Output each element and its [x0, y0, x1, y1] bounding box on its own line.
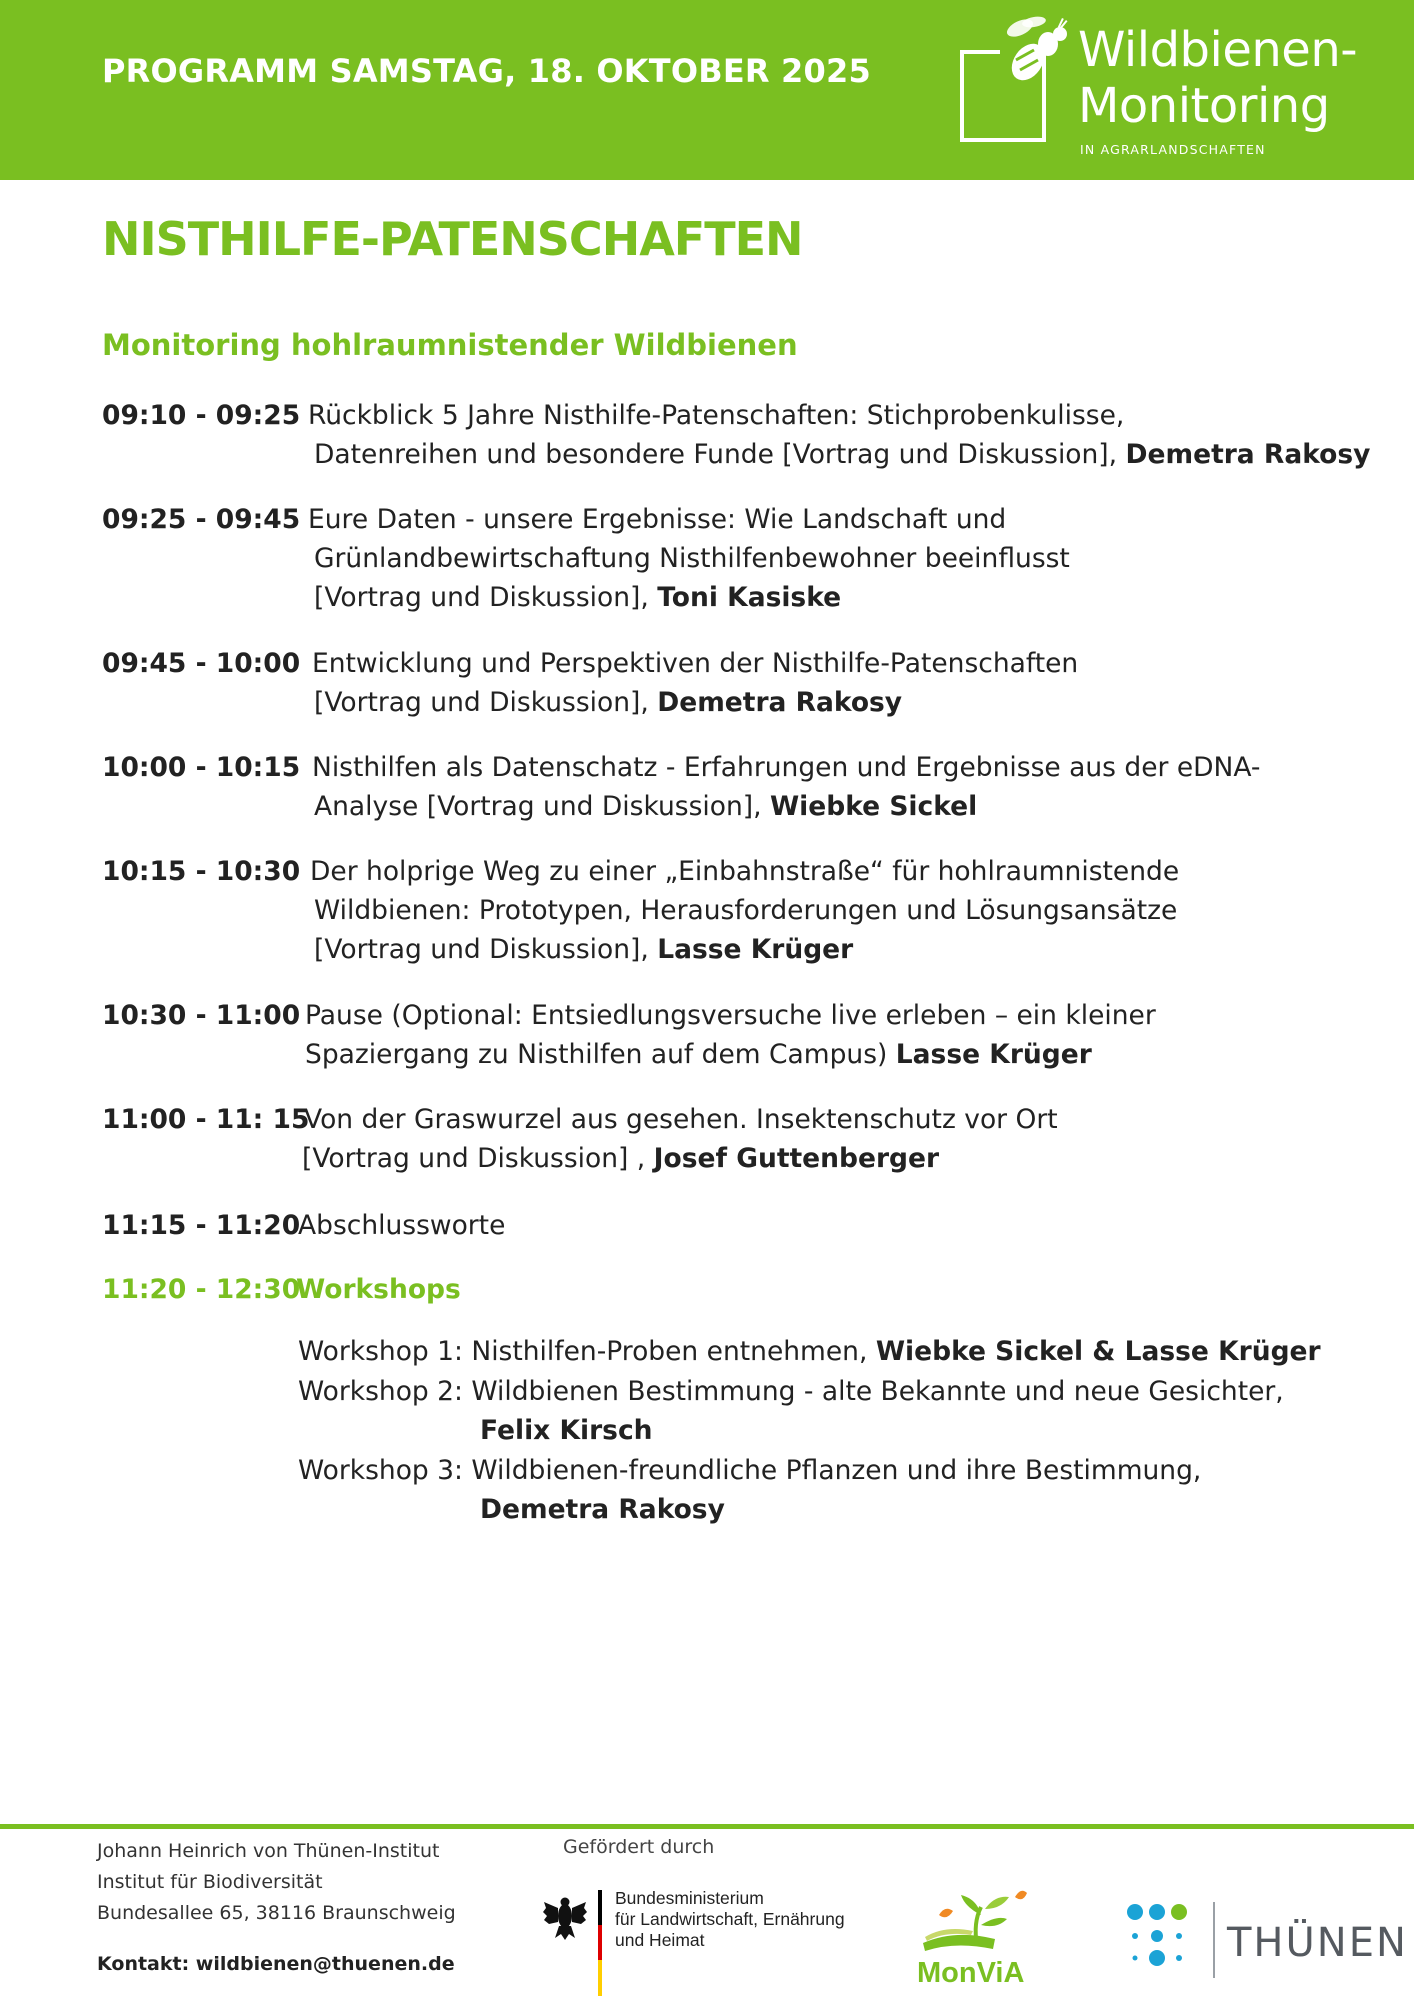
logo-text-line2: Monitoring: [1078, 78, 1330, 134]
federal-eagle-icon: [543, 1894, 587, 1944]
section-subtitle: Monitoring hohlraumnistender Wildbienen: [102, 328, 798, 362]
entry-line: Entwicklung und Perspektiven der Nisthilfe-Patenschaften: [312, 648, 1079, 679]
entry-speaker: Josef Guttenberger: [653, 1143, 940, 1174]
entry-line: [Vortrag und Diskussion],: [314, 582, 649, 613]
entry-speaker: Lasse Krüger: [657, 934, 854, 965]
entry-line: Datenreihen und besondere Funde [Vortrag und Diskussion],: [314, 439, 1118, 470]
program-date-title: PROGRAMM SAMSTAG, 18. OKTOBER 2025: [102, 52, 871, 90]
monvia-logo: [915, 1885, 1050, 1995]
address-line: Bundesallee 65, 38116 Braunschweig: [97, 1902, 456, 1924]
workshop-label: Workshop 3: Wildbienen-freundliche Pflanzen und ihre Bestimmung,: [298, 1454, 1202, 1486]
entry-text: [308, 396, 1388, 474]
entry-time: 10:00 - 10:15: [102, 752, 301, 783]
entry-text: [312, 644, 1392, 722]
ministry-line: und Heimat: [615, 1930, 705, 1950]
entry-line: [Vortrag und Diskussion],: [314, 687, 649, 718]
entry-text: [298, 1206, 1378, 1245]
ministry-logo: [543, 1888, 863, 1998]
wildbienen-monitoring-logo: [960, 14, 1360, 164]
ministry-line: Bundesministerium: [615, 1888, 764, 1908]
workshop-label: Workshop 1: Nisthilfen-Proben entnehmen,: [298, 1336, 868, 1367]
entry-line: [Vortrag und Diskussion] ,: [302, 1143, 646, 1174]
entry-text: [312, 748, 1392, 826]
logo-separator: [1213, 1902, 1215, 1978]
entry-time: 09:10 - 09:25: [102, 400, 301, 431]
ministry-line: für Landwirtschaft, Ernährung: [615, 1909, 845, 1929]
entry-speaker: Demetra Rakosy: [657, 687, 903, 718]
workshop-item: [298, 1372, 1388, 1412]
entry-line: Von der Graswurzel aus gesehen. Insektenschutz vor Ort: [304, 1104, 1058, 1135]
workshop-speaker: Demetra Rakosy: [480, 1494, 725, 1525]
entry-line: [Vortrag und Diskussion],: [314, 934, 649, 965]
workshop-list: [298, 1332, 1388, 1530]
address-line: Johann Heinrich von Thünen-Institut: [97, 1840, 440, 1862]
workshop-item: [298, 1332, 1388, 1372]
entry-line: Wildbienen: Prototypen, Herausforderungen und Lösungsansätze: [314, 895, 1178, 926]
workshop-speaker: Wiebke Sickel & Lasse Krüger: [875, 1336, 1321, 1367]
workshop-label: Workshop 2: Wildbienen Bestimmung - alte Bekannte und neue Gesichter,: [298, 1375, 1284, 1407]
thuenen-logo: [1125, 1900, 1408, 1980]
thuenen-dots-icon: [1125, 1900, 1205, 1980]
page-title: NISTHILFE-PATENSCHAFTEN: [102, 212, 803, 266]
workshop-item: [298, 1451, 1388, 1491]
logo-subtitle: IN AGRARLANDSCHAFTEN: [1080, 142, 1266, 157]
bee-icon: [998, 14, 1078, 94]
entry-time: 11:00 - 11: 15: [102, 1104, 310, 1135]
entry-time: 09:25 - 09:45: [102, 504, 301, 535]
flag-bar: [598, 1890, 602, 1996]
entry-line: Rückblick 5 Jahre Nisthilfe-Patenschaften: Stichprobenkulisse,: [308, 400, 1125, 431]
entry-line: Analyse [Vortrag und Diskussion],: [314, 791, 762, 822]
entry-time: 11:15 - 11:20: [102, 1210, 301, 1241]
plant-sprout-icon: [915, 1885, 1050, 1960]
ministry-name: [615, 1888, 845, 1951]
entry-text: [310, 852, 1390, 969]
workshop-speaker: Felix Kirsch: [480, 1415, 653, 1446]
footer-divider: [0, 1824, 1414, 1829]
address-line: Institut für Biodiversität: [97, 1871, 323, 1893]
entry-line: Abschlussworte: [298, 1210, 506, 1241]
entry-time: 10:30 - 11:00: [102, 1000, 301, 1031]
entry-line: Workshops: [296, 1274, 461, 1305]
entry-speaker: Toni Kasiske: [657, 582, 842, 613]
header-banner: [0, 0, 1414, 180]
thuenen-text: THÜNEN: [1227, 1920, 1408, 1966]
entry-line: Nisthilfen als Datenschatz - Erfahrungen und Ergebnisse aus der eDNA-: [312, 752, 1261, 783]
entry-line: Grünlandbewirtschaftung Nisthilfenbewohner beeinflusst: [314, 543, 1070, 574]
monvia-text: MonViA: [917, 1957, 1025, 1989]
entry-line: Der holprige Weg zu einer „Einbahnstraße“ für hohlraumnistende: [310, 856, 1180, 887]
entry-speaker: Lasse Krüger: [895, 1039, 1092, 1070]
entry-time: 09:45 - 10:00: [102, 648, 301, 679]
entry-speaker: Demetra Rakosy: [1125, 439, 1371, 470]
funded-by-label: Gefördert durch: [563, 1836, 715, 1858]
contact-email[interactable]: Kontakt: wildbienen@thuenen.de: [97, 1953, 455, 1975]
entry-time: 10:15 - 10:30: [102, 856, 301, 887]
entry-time: 11:20 - 12:30: [102, 1274, 301, 1305]
entry-line: Eure Daten - unsere Ergebnisse: Wie Landschaft und: [308, 504, 1007, 535]
institute-address: [97, 1836, 456, 1929]
entry-line: Pause (Optional: Entsiedlungsversuche live erleben – ein kleiner: [305, 1000, 1156, 1031]
entry-text: [296, 1270, 1376, 1309]
entry-text: [305, 996, 1385, 1074]
entry-text: [308, 500, 1388, 617]
logo-text-line1: Wildbienen-: [1078, 22, 1358, 78]
entry-speaker: Wiebke Sickel: [769, 791, 978, 822]
entry-line: Spaziergang zu Nisthilfen auf dem Campus): [305, 1039, 888, 1070]
entry-text: [302, 1100, 1382, 1178]
